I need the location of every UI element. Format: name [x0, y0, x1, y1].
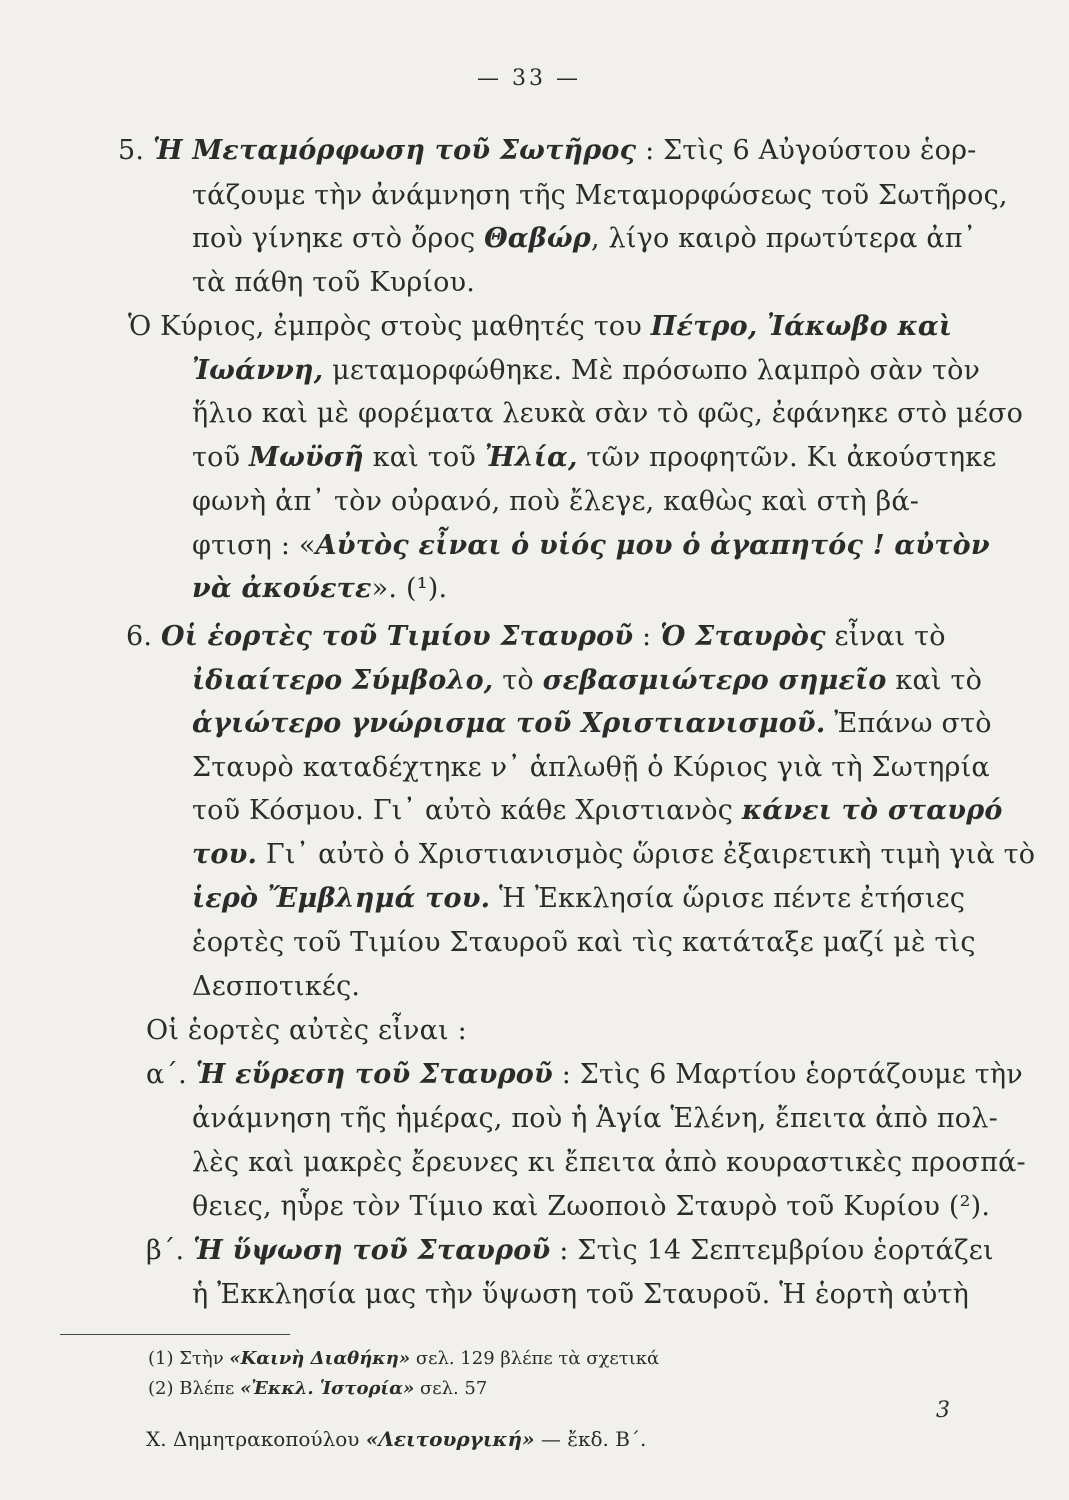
- text-run: Ἡ Ἐκκλησία ὥρισε πέντε ἐτήσιες: [490, 883, 966, 914]
- text-run: (2) Βλέπε: [148, 1378, 241, 1399]
- text-run: καὶ τοῦ: [363, 442, 485, 473]
- text-run: : Στὶς 14 Σεπτεμβρίου ἑορτάζει: [550, 1235, 994, 1266]
- emphasis: του.: [192, 839, 258, 870]
- section-5-line-7: ἥλιο καὶ μὲ φορέματα λευκὰ σὰν τὸ φῶς, ἐφάνηκε στὸ μέσο: [192, 398, 1024, 429]
- text-run: Ὁ Κύριος, ἐμπρὸς στοὺς μαθητές του: [128, 311, 651, 342]
- section-6-line-6: [192, 838, 1035, 872]
- emphasis: Ὁ Σταυρὸς: [660, 621, 826, 652]
- section-6-line-2: [192, 664, 982, 698]
- section-6-line-8: ἑορτὲς τοῦ Τιμίου Σταυροῦ καὶ τὶς κατάταξε μαζί μὲ τὶς: [192, 927, 976, 958]
- subsection-title: Ἡ εὕρεση τοῦ Σταυροῦ: [195, 1059, 553, 1090]
- text-run: μεταμορφώθηκε. Μὲ πρόσωπο λαμπρὸ σὰν τὸν: [323, 355, 981, 386]
- section-number: 6.: [126, 621, 153, 652]
- text-run: τῶν προφητῶν. Κι ἀκούστηκε: [577, 442, 997, 473]
- quotation: νὰ ἀκούετε: [192, 573, 372, 604]
- subsection-a-line-3: λὲς καὶ μακρὲς ἔρευνες κι ἔπειτα ἀπὸ κουραστικὲς προσπά-: [192, 1147, 1026, 1178]
- section-6-line-7: [192, 882, 965, 916]
- footnote-1: [148, 1348, 659, 1370]
- text-run: ». (¹).: [371, 573, 448, 604]
- edition: — ἔκδ. Β΄.: [534, 1427, 647, 1451]
- subsection-b-line-1: [146, 1234, 994, 1268]
- subsection-b-line-2: ἡ Ἐκκλησία μας τὴν ὕψωση τοῦ Σταυροῦ. Ἡ ἑορτὴ αὐτὴ: [192, 1279, 970, 1310]
- text-run: σελ. 129 βλέπε τὰ σχετικά: [410, 1348, 660, 1369]
- section-5-line-10: [192, 529, 990, 563]
- section-5-line-1: [118, 134, 977, 168]
- emphasis: Ἠλία,: [484, 442, 578, 473]
- section-5-line-4: τὰ πάθη τοῦ Κυρίου.: [192, 267, 476, 298]
- section-5-line-3: [192, 222, 976, 256]
- text-run: φτιση : «: [192, 530, 316, 561]
- section-5-line-11: [192, 572, 447, 606]
- text-run: ποὺ γίνηκε στὸ ὄρος: [192, 223, 485, 254]
- section-5-line-2: τάζουμε τὴν ἀνάμνηση τῆς Μεταμορφώσεως τοῦ Σωτῆρος,: [192, 180, 1008, 211]
- section-5-line-9: φωνὴ ἀπ᾽ τὸν οὐρανό, ποὺ ἔλεγε, καθὼς καὶ στὴ βά-: [192, 486, 920, 517]
- sheet-number: 3: [936, 1398, 950, 1423]
- section-5-line-5: [128, 310, 952, 344]
- emphasis: ἰδιαίτερο Σύμβολο,: [192, 665, 494, 696]
- emphasis: Μωϋσῆ: [249, 442, 364, 473]
- section-title: Ἡ Μεταμόρφωση τοῦ Σωτῆρος: [152, 135, 637, 166]
- author: Χ. Δημητρακοπούλου: [146, 1427, 366, 1451]
- text-run: τὸ: [493, 665, 543, 696]
- section-6-line-4: Σταυρὸ καταδέχτηκε ν᾽ ἁπλωθῇ ὁ Κύριος γιὰ τὴ Σωτηρία: [192, 752, 990, 783]
- emphasis: σεβασμιώτερο σημεῖο: [542, 665, 887, 696]
- emphasis: Πέτρο, Ἰάκωβο καὶ: [650, 311, 953, 342]
- text-run: εἶναι τὸ: [825, 621, 946, 652]
- citation-title: «Ἐκκλ. Ἱστορία»: [240, 1378, 415, 1399]
- signature-line: [146, 1428, 646, 1450]
- text-run: Γι᾽ αὐτὸ ὁ Χριστιανισμὸς ὥρισε ἐξαιρετικὴ τιμὴ γιὰ τὸ: [257, 839, 1036, 870]
- citation-title: «Καινὴ Διαθήκη»: [229, 1348, 411, 1369]
- emphasis: Θαβώρ: [484, 223, 591, 254]
- section-6-line-9: Δεσποτικές.: [192, 971, 361, 1002]
- text-run: τοῦ: [192, 442, 249, 473]
- subsection-a-line-4: θειες, ηὗρε τὸν Τίμιο καὶ Ζωοποιὸ Σταυρὸ τοῦ Κυρίου (²).: [192, 1191, 991, 1222]
- emphasis: Ἰωάννη,: [192, 355, 324, 386]
- emphasis: ἁγιώτερο γνώρισμα τοῦ Χριστιανισμοῦ.: [192, 708, 826, 739]
- text-run: Ἐπάνω στὸ: [825, 708, 992, 739]
- text-run: : Στὶς 6 Μαρτίου ἑορτάζουμε τὴν: [552, 1059, 1023, 1090]
- section-title: Οἱ ἑορτὲς τοῦ Τιμίου Σταυροῦ: [160, 621, 634, 652]
- text-run: (1) Στὴν: [148, 1348, 230, 1369]
- text-run: καὶ τὸ: [886, 665, 983, 696]
- section-6-line-1: [126, 620, 946, 654]
- section-6-line-10: Οἱ ἑορτὲς αὐτὲς εἶναι :: [146, 1015, 467, 1046]
- subsection-title: Ἡ ὕψωση τοῦ Σταυροῦ: [193, 1235, 551, 1266]
- emphasis: ἱερὸ Ἔμβλημά του.: [192, 883, 491, 914]
- text-run: : Στὶς 6 Αὐγούστου ἑορ-: [636, 135, 977, 166]
- text-run: σελ. 57: [414, 1378, 488, 1399]
- emphasis: κάνει τὸ σταυρό: [741, 795, 1003, 826]
- section-6-line-5: [192, 794, 1003, 828]
- book-title: «Λειτουργική»: [365, 1427, 535, 1451]
- section-6-line-3: [192, 707, 992, 741]
- section-number: 5.: [118, 135, 145, 166]
- quotation: Αὐτὸς εἶναι ὁ υἱός μου ὁ ἀγαπητός ! αὐτὸν: [315, 530, 990, 561]
- section-5-line-8: [192, 441, 997, 475]
- subsection-a-line-2: ἀνάμνηση τῆς ἡμέρας, ποὺ ἡ Ἁγία Ἑλένη, ἔπειτα ἀπὸ πολ-: [192, 1103, 998, 1134]
- page-number: — 33 —: [477, 66, 581, 91]
- text-run: τοῦ Κόσμου. Γι᾽ αὐτὸ κάθε Χριστιανὸς: [192, 795, 742, 826]
- footnote-2: [148, 1378, 487, 1400]
- subsection-number: β΄.: [146, 1235, 185, 1266]
- text-run: , λίγο καιρὸ πρωτύτερα ἀπ᾽: [590, 223, 977, 254]
- section-5-line-6: [192, 354, 980, 388]
- footnote-divider: [60, 1334, 290, 1335]
- subsection-a-line-1: [146, 1058, 1023, 1092]
- text-run: :: [633, 621, 661, 652]
- subsection-number: α΄.: [146, 1059, 187, 1090]
